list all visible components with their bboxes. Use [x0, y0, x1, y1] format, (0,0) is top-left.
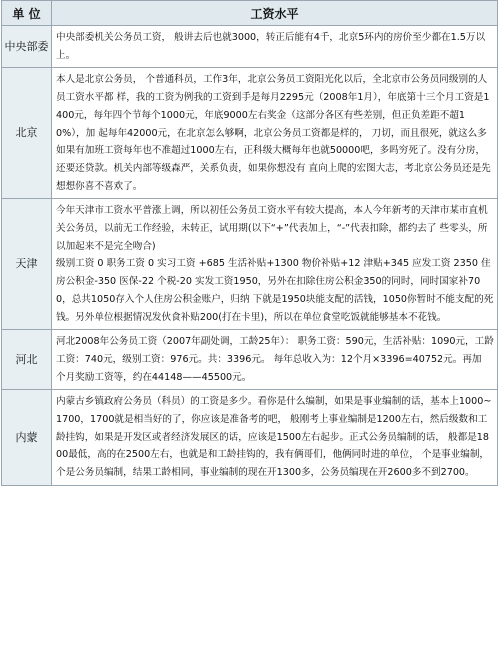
salary-table	[1, 0, 498, 486]
content-paragraph: 本人是北京公务员， 个普通科员，工作3年，北京公务员工资阳光化以后，全北京市公务员同级别的人员工资水平都 样，我的工资为例我的工资到手是每月2295元（2008年1月），年底第十三个月工资是1400元，每年四个节每个1000元，年底9000左右奖金（这部分各区有些差别，但正负差距不超10%），加 起每年42000元，在北京怎么够啊，北京公务员工资都是样的， 刀切，而且很死，就这么多如果有加班工资每年也不准超过1000左右，正科级大概每年也就50000吧，多吗穷死了。没有分房，还要还贷款。机关内部等级森严，关系负责，如果你想没有 直向上爬的宏图大志，考北京公务员还是先想想你喜不喜欢了。	[56, 74, 491, 192]
region-cell: 河北	[2, 330, 52, 390]
table-row	[2, 390, 498, 486]
header-salary-level: 工资水平	[52, 1, 498, 26]
content-cell	[52, 199, 498, 330]
content-paragraph: 中央部委机关公务员工资， 般讲去后也就3000，转正后能有4千，北京5环内的房价至少都在1.5万以上。	[56, 32, 486, 61]
table-row	[2, 330, 498, 390]
region-cell: 天津	[2, 199, 52, 330]
region-cell: 内蒙	[2, 390, 52, 486]
content-cell	[52, 330, 498, 390]
content-cell	[52, 26, 498, 68]
header-region: 单 位	[2, 1, 52, 26]
region-cell: 中央部委	[2, 26, 52, 68]
content-paragraph: 河北2008年公务员工资（2007年副处调，工龄25年）： 职务工资：590元，生活补贴：1090元，工龄工资：740元，级别工资：976元。共：3396元。 每年总收入为：12个月×3396=40752元。再加 个月奖励工资等，约在44148——45500元。	[56, 336, 494, 383]
content-paragraph: 内蒙古乡镇政府公务员（科员）的工资是多少。看你是什么编制，如果是事业编制的话，基本上1000~1700，1700就是相当好的了，你应该是准备考的吧， 般刚考上事业编制是1200左右，然后级数和工龄挂钩，如果是开发区或者经济发展区的话，应该是1500左右起步。正式公务员编制的话， 般都是1800最低，高的在2500左右，也就是和工龄挂钩的，我有俩哥们，他俩同时进的单位， 个是事业编制， 个是公务员编制，结果工龄相同，事业编制的现在开1300多，公务员编现在开2600多不到2700。	[56, 396, 492, 479]
content-paragraph: 级别工资 0 职务工资 0 实习工资 +685 生活补贴+1300 物价补贴+12 津贴+345 应发工资 2350 住房公积金-350 医保-22 个税-20 实发工资1950，另外在扣除住房公积金350的同时，同时国家补700，总共1050存入个人住房公积金账户，归纳 下就是1950块能支配的活钱，1050你暂时不能支配的死钱。另外单位根据情况发伙食补贴200(打在卡里)，所以在单位食堂吃饭就能够基本不花钱。	[56, 258, 494, 323]
content-cell	[52, 390, 498, 486]
table-header-row	[2, 1, 498, 26]
table-row	[2, 26, 498, 68]
table-row	[2, 199, 498, 330]
region-cell: 北京	[2, 68, 52, 199]
content-paragraph: 今年天津市工资水平普涨上调，所以初任公务员工资水平有较大提高，本人今年新考的天津市某市直机关公务员，以前无工作经验，未转正，试用期(以下“+”代表加上，“-”代表扣除，都约去了 些零头，所以加起来不是完全吻合)	[56, 205, 488, 252]
table-row	[2, 68, 498, 199]
content-cell	[52, 68, 498, 199]
